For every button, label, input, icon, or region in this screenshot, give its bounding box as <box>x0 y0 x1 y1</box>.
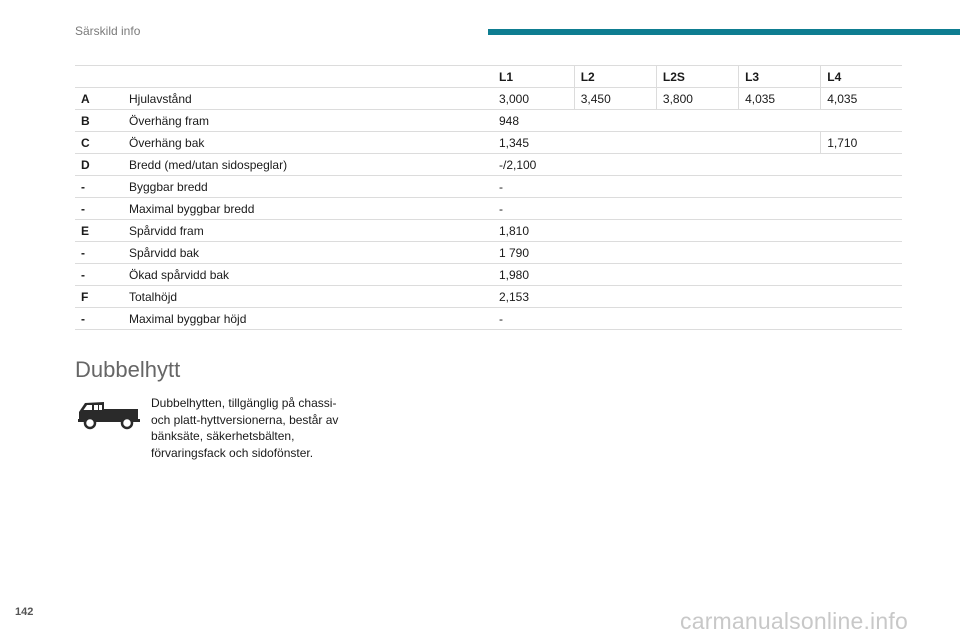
column-header: L3 <box>739 66 821 88</box>
row-label: Maximal byggbar bredd <box>123 198 493 220</box>
row-code: C <box>75 132 123 154</box>
row-value: 948 <box>493 110 902 132</box>
row-value: - <box>493 308 902 330</box>
row-label: Överhäng bak <box>123 132 493 154</box>
row-value: - <box>493 198 902 220</box>
row-code: E <box>75 220 123 242</box>
table-row <box>75 308 902 330</box>
row-value: 1 790 <box>493 242 902 264</box>
table-row <box>75 286 902 308</box>
row-value: 1,980 <box>493 264 902 286</box>
table-row <box>75 176 902 198</box>
row-value: 1,345 <box>493 132 821 154</box>
row-value: - <box>493 176 902 198</box>
row-value: 1,710 <box>821 132 902 154</box>
column-header: L2 <box>574 66 656 88</box>
row-label: Byggbar bredd <box>123 176 493 198</box>
section-title: Dubbelhytt <box>75 357 181 382</box>
table-row <box>75 88 902 110</box>
table-row <box>75 264 902 286</box>
row-code: - <box>75 242 123 264</box>
row-value: 3,450 <box>574 88 656 110</box>
column-header: L2S <box>656 66 738 88</box>
column-header: L1 <box>493 66 574 88</box>
row-value: 4,035 <box>821 88 902 110</box>
row-label: Totalhöjd <box>123 286 493 308</box>
row-code: D <box>75 154 123 176</box>
row-value: 3,800 <box>656 88 738 110</box>
row-value: -/2,100 <box>493 154 902 176</box>
row-label: Överhäng fram <box>123 110 493 132</box>
row-label: Spårvidd fram <box>123 220 493 242</box>
row-label: Ökad spårvidd bak <box>123 264 493 286</box>
header-accent-bar <box>488 29 960 35</box>
row-code: - <box>75 198 123 220</box>
table-row <box>75 198 902 220</box>
section-description: Dubbelhytten, tillgänglig på chassi- och platt-hyttversionerna, består av bänksäte, säkerhetsbälten, förvaringsfack och sidofönster. <box>151 396 339 460</box>
row-label: Maximal byggbar höjd <box>123 308 493 330</box>
table-row <box>75 110 902 132</box>
table-row <box>75 242 902 264</box>
table-row <box>75 132 902 154</box>
row-label: Hjulavstånd <box>123 88 493 110</box>
row-code: - <box>75 308 123 330</box>
row-label: Bredd (med/utan sidospeglar) <box>123 154 493 176</box>
double-cab-truck-icon <box>76 398 142 432</box>
table-row <box>75 220 902 242</box>
row-value: 3,000 <box>493 88 574 110</box>
row-code: A <box>75 88 123 110</box>
row-code: B <box>75 110 123 132</box>
table-header-row <box>75 66 902 88</box>
row-code: - <box>75 176 123 198</box>
column-header: L4 <box>821 66 902 88</box>
row-code: - <box>75 264 123 286</box>
row-value: 2,153 <box>493 286 902 308</box>
table-row <box>75 154 902 176</box>
row-label: Spårvidd bak <box>123 242 493 264</box>
running-header: Särskild info <box>75 24 141 38</box>
page-number: 142 <box>15 606 34 618</box>
row-value: 4,035 <box>739 88 821 110</box>
row-value: 1,810 <box>493 220 902 242</box>
dimensions-table <box>75 65 902 330</box>
row-code: F <box>75 286 123 308</box>
watermark: carmanualsonline.info <box>680 608 908 634</box>
